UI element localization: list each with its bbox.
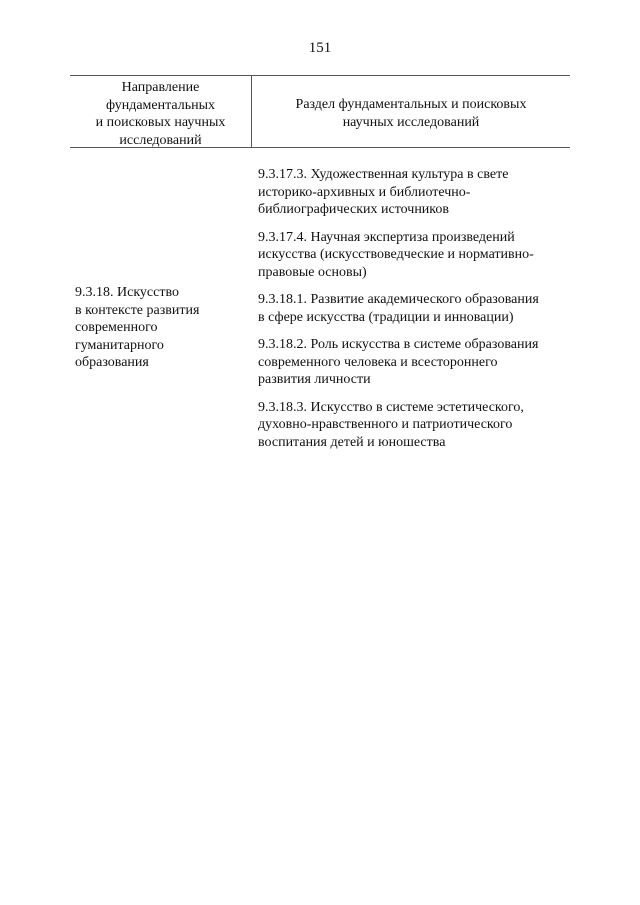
section-entry	[258, 399, 570, 452]
header-section-line: научных исследований	[342, 114, 480, 130]
section-line: современного человека и всестороннего	[258, 354, 498, 370]
section-line: 9.3.17.3. Художественная культура в свете	[258, 167, 509, 182]
header-section-line: Раздел фундаментальных и поисковых	[295, 97, 527, 112]
section-line: правовые основы)	[258, 264, 367, 280]
table-top-rule	[70, 75, 570, 76]
header-direction	[70, 79, 251, 149]
sections-cell	[258, 166, 570, 461]
section-entry	[258, 229, 570, 282]
section-entry	[258, 166, 570, 219]
direction-line: в контексте развития	[75, 302, 200, 318]
header-direction-line: фундаментальных	[105, 97, 215, 113]
direction-cell	[75, 284, 251, 372]
section-line: 9.3.17.4. Научная экспертиза произведений	[258, 229, 515, 245]
section-entry	[258, 291, 570, 326]
header-direction-line: исследований	[119, 132, 202, 148]
direction-line: современного	[75, 320, 158, 335]
section-line: 9.3.18.2. Роль искусства в системе образования	[258, 337, 539, 352]
section-line: 9.3.18.1. Развитие академического образования	[258, 292, 539, 307]
header-direction-line: и поисковых научных	[95, 115, 226, 130]
direction-line: гуманитарного	[75, 337, 164, 353]
section-line: воспитания детей и юношества	[258, 434, 446, 450]
section-entry	[258, 336, 570, 389]
direction-line: 9.3.18. Искусство	[75, 285, 179, 300]
section-line: историко-архивных и библиотечно-	[258, 184, 471, 200]
direction-line: образования	[75, 355, 149, 370]
section-line: в сфере искусства (традиции и инновации)	[258, 309, 514, 325]
page-number: 151	[308, 40, 332, 56]
header-section	[252, 96, 570, 131]
header-direction-line: Направление	[121, 80, 200, 95]
section-line: развития личности	[258, 372, 371, 387]
section-line: искусства (искусствоведческие и нормативно-	[258, 247, 534, 262]
section-line: 9.3.18.3. Искусство в системе эстетического,	[258, 399, 524, 415]
section-line: библиографических источников	[258, 202, 450, 217]
section-line: духовно-нравственного и патриотического	[258, 417, 513, 432]
